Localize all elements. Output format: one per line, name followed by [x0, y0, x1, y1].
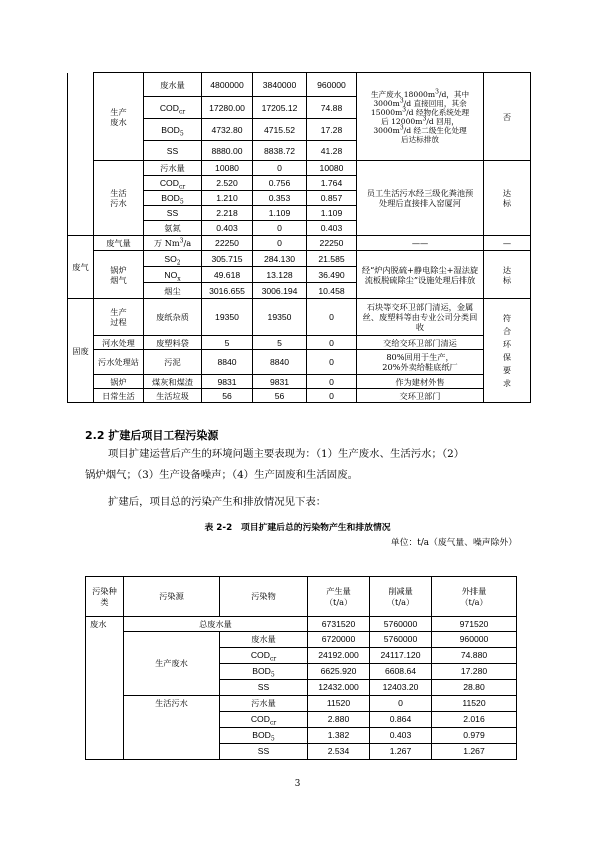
m5: 3000m — [373, 125, 400, 135]
generated-value: 56 — [202, 389, 253, 403]
pollutant — [220, 648, 308, 664]
generated-value: 2.218 — [202, 206, 253, 221]
t: /a — [183, 238, 192, 248]
reduced-value: 19350 — [253, 299, 307, 336]
m4e: /d 回用， — [426, 116, 459, 126]
sub: 5 — [270, 735, 275, 743]
reduced-value: 8840 — [253, 350, 307, 375]
discharged-value: 22250 — [307, 236, 357, 251]
pollutant — [220, 664, 308, 680]
generated-value: 24192.000 — [308, 648, 370, 664]
body-paragraph-line: 项目扩建运营后产生的环境问题主要表现为：（1）生产废水、生活污水；（2） — [108, 448, 465, 460]
discharged-value: 28.80 — [432, 680, 517, 696]
discharged-value: 1.109 — [307, 206, 357, 221]
t: NO — [164, 269, 178, 280]
m1e: /d，其中 — [438, 89, 470, 99]
discharged-value: 41.28 — [307, 141, 357, 161]
source: 日常生活 — [94, 389, 144, 403]
sub: cr — [269, 719, 277, 727]
compliance: 否 — [484, 73, 531, 161]
label: 符合环保要求 — [502, 312, 512, 388]
m3e: /d 经物化系统处理 — [406, 107, 470, 117]
source-gas-volume: 废气量 — [94, 236, 144, 251]
sup: 3 — [399, 123, 404, 131]
generated-value: 2.880 — [308, 712, 370, 728]
generated-value: 5 — [202, 336, 253, 350]
reduced-value: 0.353 — [253, 191, 307, 206]
source: 污水处理站 — [94, 350, 144, 375]
expanded-project-pollution-table — [85, 576, 517, 760]
generated-value: 8840 — [202, 350, 253, 375]
t: BOD — [252, 730, 271, 741]
discharged-value: 74.88 — [307, 97, 357, 119]
h: 削减量 — [388, 586, 413, 596]
pollutant — [144, 176, 202, 191]
reduced-value: 17205.12 — [253, 97, 307, 119]
source-domestic-sewage: 生活污水 — [124, 696, 220, 760]
generated-value: 305.715 — [202, 251, 253, 267]
label: 生产废水 — [110, 106, 127, 127]
category-solid-waste: 固废 — [68, 299, 94, 403]
pollutant — [144, 119, 202, 141]
pollutant: SS — [144, 206, 202, 221]
reduced-value: 284.130 — [253, 251, 307, 267]
reduced-value: 8838.72 — [253, 141, 307, 161]
sup: 3 — [422, 114, 427, 122]
pollution-table-continued — [67, 72, 531, 403]
h: 产生量 — [326, 586, 351, 596]
pollutant: 废水量 — [144, 73, 202, 97]
t: BOD — [161, 193, 180, 203]
discharged-value: 21.585 — [307, 251, 357, 267]
treatment-measure: —— — [357, 236, 484, 251]
discharged-value: 74.880 — [432, 648, 517, 664]
discharged-value: 960000 — [432, 632, 517, 648]
pollutant — [144, 191, 202, 206]
label: 污染种类 — [92, 586, 117, 607]
reduced-value: 5760000 — [370, 632, 432, 648]
m2: 20%外卖给鞋底纸厂 — [382, 362, 458, 372]
h: （t/a） — [324, 596, 353, 607]
m2e: /d 直接回用，其余 — [403, 98, 467, 108]
t: COD — [159, 178, 179, 188]
table-caption: 表 2-2 项目扩建后总的污染物产生和排放情况 — [204, 523, 391, 533]
discharged-value: 17.280 — [432, 664, 517, 680]
body-paragraph: 扩建后，项目总的污染产生和排放情况见下表： — [108, 496, 327, 508]
compliance — [484, 161, 531, 236]
category-wastewater: 废水 — [86, 617, 124, 760]
reduced-value: 1.267 — [370, 744, 432, 760]
source-boiler-flue-gas — [94, 251, 144, 299]
reduced-value: 13.128 — [253, 267, 307, 283]
pollutant: SS — [220, 680, 308, 696]
reduced-value: 9831 — [253, 375, 307, 389]
table-unit-note: 单位：t/a（废气量、噪声除外） — [390, 538, 517, 548]
header-reduced — [370, 577, 432, 617]
generated-value: 19350 — [202, 299, 253, 336]
discharged-value: 10.458 — [307, 283, 357, 299]
reduced-value: 0.403 — [370, 728, 432, 744]
generated-value: 6625.920 — [308, 664, 370, 680]
source — [94, 299, 144, 336]
pollutant: SS — [220, 744, 308, 760]
discharged-value: 0.979 — [432, 728, 517, 744]
reduced-value: 1.109 — [253, 206, 307, 221]
page-number: 3 — [294, 779, 301, 789]
discharged-value: 10080 — [307, 161, 357, 176]
h: （t/a） — [460, 596, 488, 607]
label: 达标 — [502, 188, 512, 208]
pollutant — [144, 236, 202, 251]
discharged-value: 17.28 — [307, 119, 357, 141]
discharged-value: 1.267 — [432, 744, 517, 760]
reduced-value: 5 — [253, 336, 307, 350]
t: COD — [159, 102, 179, 113]
reduced-value: 0 — [253, 221, 307, 236]
measure-text: 经“炉内脱硫+静电除尘+湿法旋流板脱硫除尘”设施处理后排放 — [361, 264, 479, 285]
pollutant — [144, 97, 202, 119]
h: 外排量 — [461, 586, 487, 596]
discharged-value: 36.490 — [307, 267, 357, 283]
treatment-measure — [357, 251, 484, 299]
t: 万 Nm — [153, 238, 180, 248]
reduced-value: 0 — [253, 236, 307, 251]
label: 生活污水 — [110, 188, 127, 208]
source-domestic-sewage — [94, 161, 144, 236]
pollutant: 污泥 — [144, 350, 202, 375]
pollutant: SS — [144, 141, 202, 161]
source: 河水处理 — [94, 336, 144, 350]
header-pollution-source: 污染源 — [124, 577, 220, 617]
generated-value: 49.618 — [202, 267, 253, 283]
m3: 15000m — [370, 107, 403, 117]
m5e: /d 经二级生化处理 — [403, 125, 467, 135]
t: COD — [250, 714, 270, 725]
generated-value: 11520 — [308, 696, 370, 712]
reduced-value: 0.756 — [253, 176, 307, 191]
pollutant: 废塑料袋 — [144, 336, 202, 350]
sub: 5 — [179, 198, 184, 206]
generated-value: 6720000 — [308, 632, 370, 648]
total-wastewater-label: 总废水量 — [124, 617, 308, 632]
reduced-value: 0 — [370, 696, 432, 712]
reduced-value: 4715.52 — [253, 119, 307, 141]
discharged-value: 2.016 — [432, 712, 517, 728]
treatment-measure: 交给交环卫部门清运 — [357, 336, 484, 350]
t: BOD — [252, 666, 271, 677]
sup: 3 — [399, 96, 404, 104]
pollutant: 生活垃圾 — [144, 389, 202, 403]
discharged-value: 0.857 — [307, 191, 357, 206]
pollutant — [144, 267, 202, 283]
reduced-value: 3006.194 — [253, 283, 307, 299]
treatment-measure: 交环卫部门 — [357, 389, 484, 403]
discharged-value: 11520 — [432, 696, 517, 712]
generated-value: 10080 — [202, 161, 253, 176]
label: 锅炉烟气 — [110, 264, 127, 285]
source: 锅炉 — [94, 375, 144, 389]
treatment-measure: 石块等交环卫部门清运，金属丝、废塑料等由专业公司分类回收 — [357, 299, 484, 336]
discharged-value: 0 — [307, 350, 357, 375]
generated-value: 4732.80 — [202, 119, 253, 141]
reduced-value: 0 — [253, 161, 307, 176]
discharged-value: 971520 — [432, 617, 517, 632]
header-pollution-type — [86, 577, 124, 617]
discharged-value: 0 — [307, 389, 357, 403]
generated-value: 0.403 — [202, 221, 253, 236]
generated-value: 8880.00 — [202, 141, 253, 161]
pollutant: 污水量 — [144, 161, 202, 176]
compliance: — — [484, 236, 531, 251]
m1: 生产废水 18000m — [370, 89, 436, 99]
header-discharged — [432, 577, 517, 617]
generated-value: 12432.000 — [308, 680, 370, 696]
source-production-wastewater — [94, 73, 144, 161]
compliance — [484, 251, 531, 299]
sup: 3 — [402, 105, 407, 113]
discharged-value: 0.403 — [307, 221, 357, 236]
pollutant: 煤灰和煤渣 — [144, 375, 202, 389]
discharged-value: 960000 — [307, 73, 357, 97]
sub: 2 — [176, 259, 181, 267]
discharged-value: 1.764 — [307, 176, 357, 191]
treatment-measure — [357, 161, 484, 236]
label: 达标 — [502, 264, 512, 285]
reduced-value: 0.864 — [370, 712, 432, 728]
pollutant: 氨氮 — [144, 221, 202, 236]
discharged-value: 0 — [307, 299, 357, 336]
category-waste-gas: 废气 — [68, 236, 94, 299]
t: COD — [250, 650, 270, 661]
measure-text: 员工生活污水经三级化粪池预处理后直接排入窑厦河 — [366, 188, 474, 208]
generated-value: 2.534 — [308, 744, 370, 760]
generated-value: 1.382 — [308, 728, 370, 744]
pollutant — [144, 251, 202, 267]
sub: cr — [178, 183, 186, 191]
reduced-value: 5760000 — [370, 617, 432, 632]
pollutant: 废纸杂质 — [144, 299, 202, 336]
reduced-value: 6608.64 — [370, 664, 432, 680]
body-paragraph-line: 锅炉烟气；（3）生产设备噪声；（4）生产固废和生活固废。 — [85, 469, 358, 481]
reduced-value: 3840000 — [253, 73, 307, 97]
m4: 后 12000m — [381, 116, 423, 126]
compliance — [484, 299, 531, 403]
sup: 3 — [179, 237, 184, 245]
pollutant — [220, 712, 308, 728]
sub: x — [177, 275, 181, 283]
reduced-value: 12403.20 — [370, 680, 432, 696]
sub: cr — [178, 108, 186, 116]
section-heading: 2.2 扩建后项目工程污染源 — [85, 429, 219, 442]
source-production-wastewater: 生产废水 — [124, 632, 220, 696]
sub: 5 — [270, 671, 275, 679]
m6: 后达标排放 — [401, 134, 439, 144]
generated-value: 3016.655 — [202, 283, 253, 299]
h: （t/a） — [386, 596, 415, 607]
generated-value: 4800000 — [202, 73, 253, 97]
discharged-value: 0 — [307, 336, 357, 350]
header-generated — [308, 577, 370, 617]
generated-value: 22250 — [202, 236, 253, 251]
t: BOD — [161, 124, 180, 135]
reduced-value: 56 — [253, 389, 307, 403]
label: 生产过程 — [110, 307, 127, 327]
m1: 80%回用于生产， — [386, 352, 454, 362]
treatment-measure — [357, 73, 484, 161]
generated-value: 2.520 — [202, 176, 253, 191]
sub: cr — [269, 655, 277, 663]
pollutant: 烟尘 — [144, 283, 202, 299]
sup: 3 — [435, 87, 439, 95]
reduced-value: 24117.120 — [370, 648, 432, 664]
pollutant: 污水量 — [220, 696, 308, 712]
header-pollutant: 污染物 — [220, 577, 308, 617]
m2: 3000m — [373, 98, 400, 108]
pollutant — [220, 728, 308, 744]
generated-value: 1.210 — [202, 191, 253, 206]
treatment-measure: 作为建材外售 — [357, 375, 484, 389]
pollutant: 废水量 — [220, 632, 308, 648]
t: SO — [164, 253, 177, 264]
treatment-measure — [357, 350, 484, 375]
generated-value: 9831 — [202, 375, 253, 389]
sub: 5 — [179, 130, 184, 138]
generated-value: 6731520 — [308, 617, 370, 632]
discharged-value: 0 — [307, 375, 357, 389]
generated-value: 17280.00 — [202, 97, 253, 119]
